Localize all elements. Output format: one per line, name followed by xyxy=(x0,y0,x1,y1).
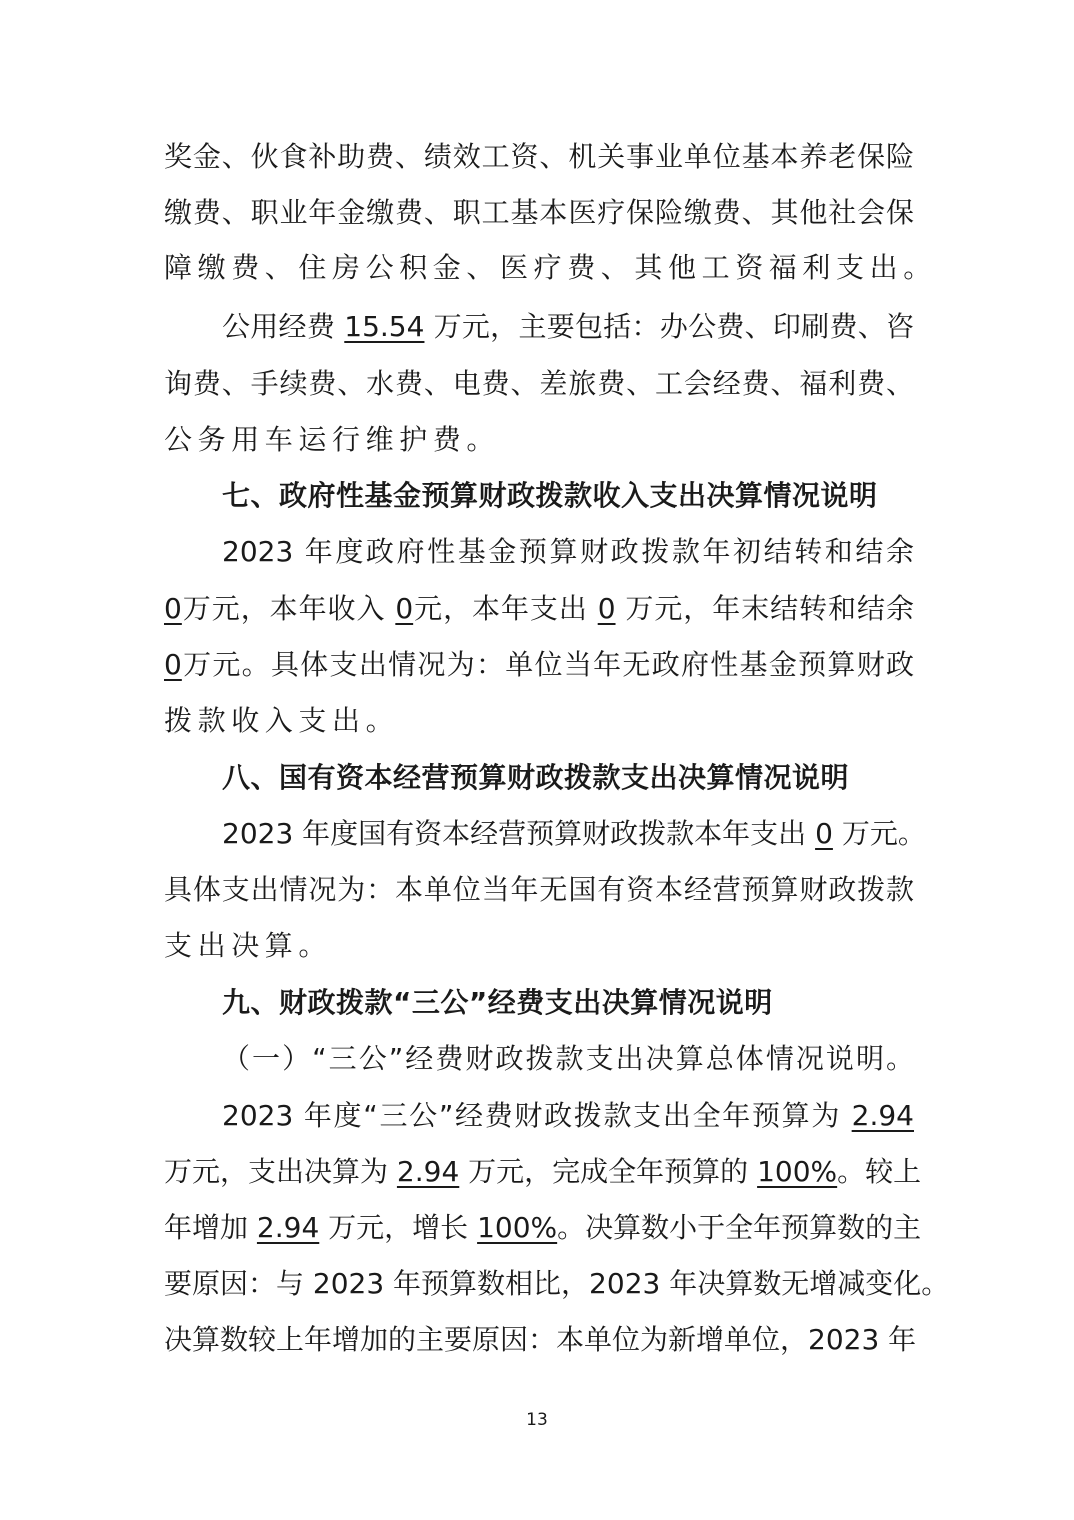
paragraph-line: 公务用车运行维护费。 xyxy=(164,423,501,456)
section-heading: 七、政府性基金预算财政拨款收入支出决算情况说明 xyxy=(222,479,878,512)
line-text: 年增加 xyxy=(164,1211,249,1244)
underlined-value: 0 xyxy=(164,592,182,625)
paragraph-line: 奖金、伙食补助费、绩效工资、机关事业单位基本养老保险 xyxy=(164,140,914,173)
underlined-value: 0 xyxy=(815,817,833,850)
line-text: 。较上 xyxy=(837,1155,922,1188)
line-text: 。决算数小于全年预算数的主 xyxy=(557,1211,922,1244)
line-text: 万元，支出决算为 xyxy=(164,1155,389,1188)
section-heading: 九、财政拨款“三公”经费支出决算情况说明 xyxy=(222,986,773,1019)
underlined-value: 0 xyxy=(164,648,182,681)
line-text: 元，本年支出 xyxy=(413,592,588,625)
paragraph-line: 拨款收入支出。 xyxy=(164,704,400,737)
paragraph-line: 决算数较上年增加的主要原因：本单位为新增单位，2023 年 xyxy=(164,1323,917,1356)
underlined-value: 2.94 xyxy=(396,1155,460,1188)
line-text: 公用经费 xyxy=(222,310,336,343)
underlined-value: 2.94 xyxy=(256,1211,320,1244)
paragraph-line: 缴费、职业年金缴费、职工基本医疗保险缴费、其他社会保 xyxy=(164,196,914,229)
paragraph-line: 支出决算。 xyxy=(164,929,333,962)
paragraph-line xyxy=(164,1150,922,1194)
line-text: 万元。 xyxy=(841,817,926,850)
underlined-value: 15.54 xyxy=(344,310,425,343)
section-heading: 八、国有资本经营预算财政拨款支出决算情况说明 xyxy=(222,761,850,794)
line-text: 万元，增长 xyxy=(328,1211,469,1244)
paragraph-line xyxy=(164,643,914,687)
paragraph-line xyxy=(222,1094,914,1138)
paragraph-line xyxy=(164,1206,922,1250)
paragraph-line xyxy=(222,812,926,856)
underlined-value: 100% xyxy=(757,1155,838,1188)
line-text: 万元，本年收入 xyxy=(181,592,386,625)
paragraph-line: 具体支出情况为：本单位当年无国有资本经营预算财政拨款 xyxy=(164,873,914,906)
paragraph-line: 2023 年度政府性基金预算财政拨款年初结转和结余 xyxy=(222,535,914,568)
underlined-value: 100% xyxy=(477,1211,558,1244)
line-text: 万元，主要包括：办公费、印刷费、咨 xyxy=(433,310,914,343)
underlined-value: 0 xyxy=(395,592,414,625)
paragraph-line xyxy=(222,305,914,349)
paragraph-line: 障缴费、住房公积金、医疗费、其他工资福利支出。 xyxy=(164,251,937,284)
line-text: 万元。具体支出情况为：单位当年无政府性基金预算财政 xyxy=(181,648,914,681)
page-number: 13 xyxy=(526,1410,548,1430)
subsection-heading: （一）“三公”经费财政拨款支出决算总体情况说明。 xyxy=(222,1042,914,1075)
underlined-value: 2.94 xyxy=(851,1099,914,1132)
line-text: 万元，年末结转和结余 xyxy=(625,592,914,625)
underlined-value: 0 xyxy=(597,592,616,625)
paragraph-line xyxy=(164,587,914,631)
paragraph-line: 要原因：与 2023 年预算数相比，2023 年决算数无增减变化。 xyxy=(164,1267,950,1300)
line-text: 2023 年度国有资本经营预算财政拨款本年支出 xyxy=(222,817,807,850)
paragraph-line: 询费、手续费、水费、电费、差旅费、工会经费、福利费、 xyxy=(164,367,914,400)
line-text: 2023 年度“三公”经费财政拨款支出全年预算为 xyxy=(222,1099,842,1132)
line-text: 万元，完成全年预算的 xyxy=(468,1155,749,1188)
